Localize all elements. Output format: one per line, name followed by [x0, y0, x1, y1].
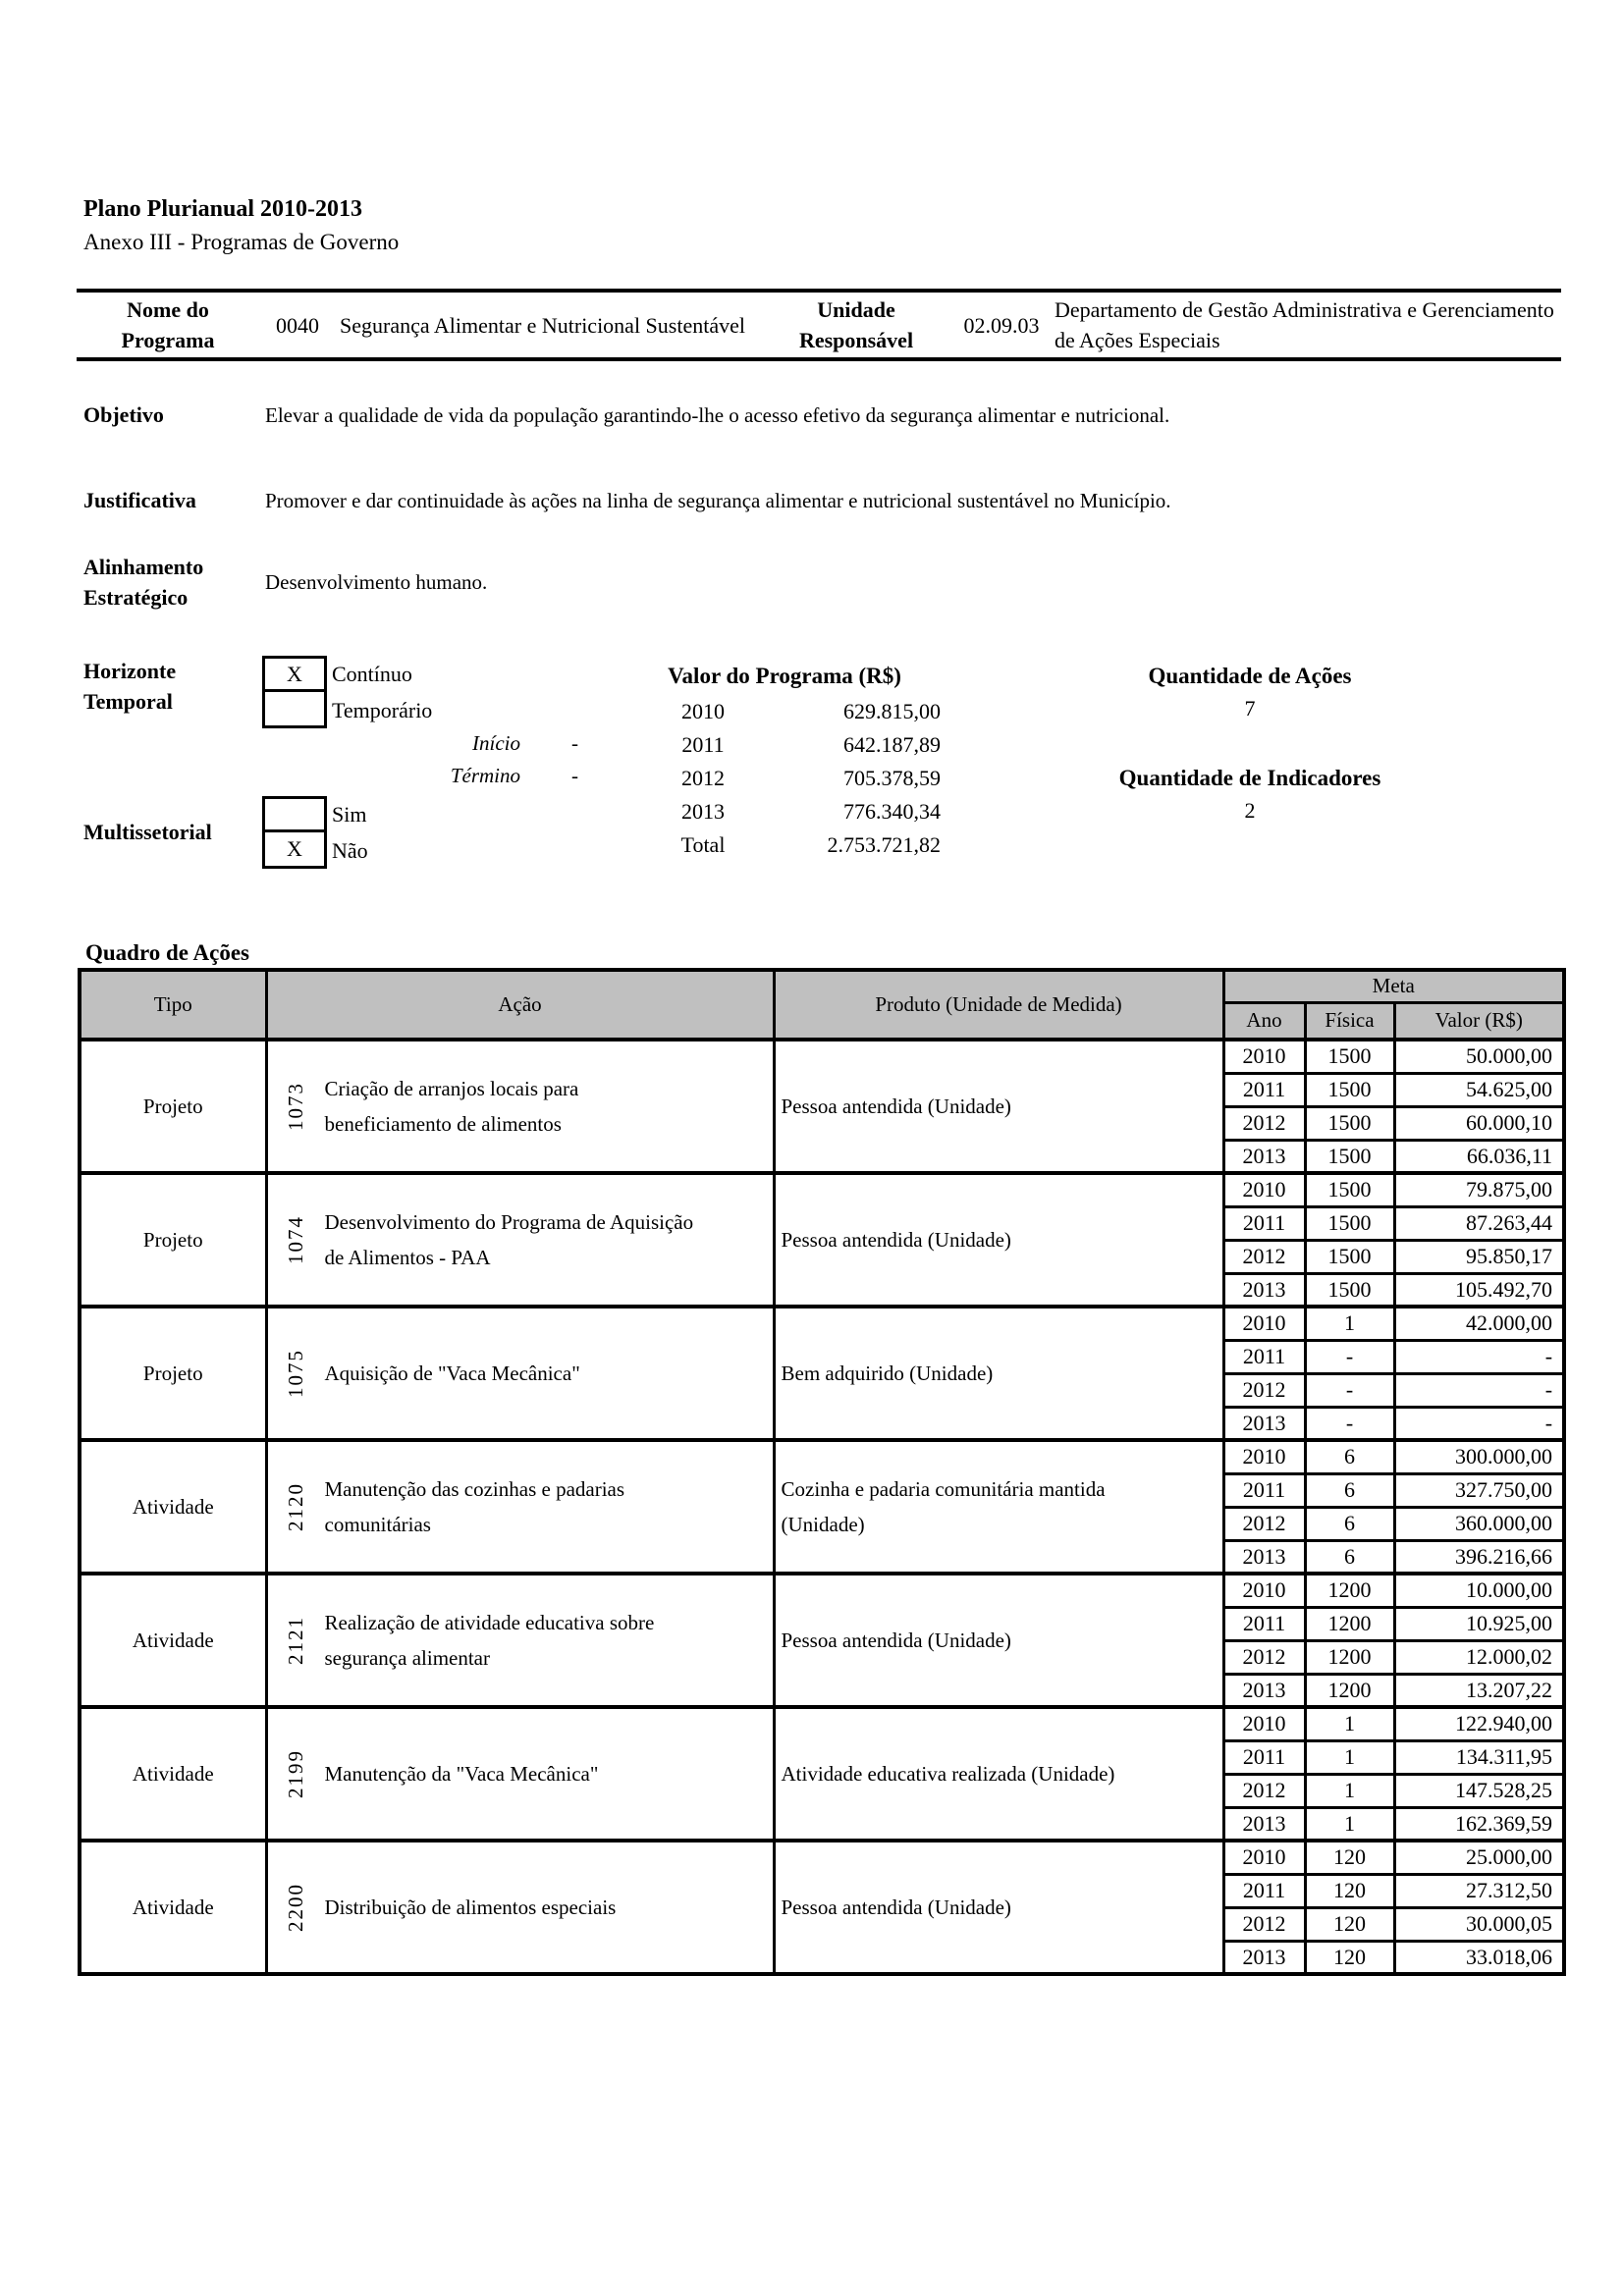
meta-year-cell: 2013 — [1223, 1674, 1305, 1707]
termino-label: Término — [450, 764, 520, 787]
meta-fisica-cell: 1 — [1305, 1807, 1394, 1841]
inicio-value: - — [571, 731, 578, 755]
meta-fisica-cell: - — [1305, 1373, 1394, 1407]
meta-year-cell: 2013 — [1223, 1540, 1305, 1574]
action-code-area — [268, 1082, 325, 1131]
valor-programa-value: 776.340,34 — [843, 799, 941, 824]
meta-year-cell: 2012 — [1223, 1373, 1305, 1407]
action-product: Pessoa antendida (Unidade) — [774, 1841, 1223, 1974]
temporario-checkbox — [262, 692, 327, 728]
unit-label: Unidade Responsável — [798, 297, 914, 352]
quadro-title: Quadro de Ações — [85, 940, 249, 965]
meta-fisica-cell: 1200 — [1305, 1640, 1394, 1674]
meta-valor-cell: 122.940,00 — [1394, 1707, 1564, 1740]
action-block-row — [80, 1173, 1564, 1206]
meta-fisica-cell: 1200 — [1305, 1674, 1394, 1707]
action-cell — [266, 1040, 774, 1173]
meta-year-cell: 2012 — [1223, 1907, 1305, 1941]
valor-programa-value: 629.815,00 — [843, 699, 941, 723]
meta-year-cell: 2011 — [1223, 1607, 1305, 1640]
unit-code: 02.09.03 — [963, 312, 1040, 338]
quantidade-indicadores-block — [1054, 766, 1446, 824]
meta-valor-cell: 162.369,59 — [1394, 1807, 1564, 1841]
meta-valor-cell: 60.000,10 — [1394, 1106, 1564, 1140]
action-type: Atividade — [80, 1440, 266, 1574]
justificativa-text: Promover e dar continuidade às ações na linha de segurança alimentar e nutricional sustentável no Município. — [265, 489, 1171, 512]
action-product: Bem adquirido (Unidade) — [774, 1307, 1223, 1440]
inicio-row — [378, 727, 604, 760]
valor-programa-title: Valor do Programa (R$) — [668, 664, 901, 688]
continuo-checkbox — [262, 656, 327, 692]
meta-fisica-cell: 120 — [1305, 1941, 1394, 1974]
meta-fisica-cell: - — [1305, 1340, 1394, 1373]
valor-programa-row — [628, 728, 941, 762]
justificativa-label: Justificativa — [83, 488, 196, 512]
objetivo-label: Objetivo — [83, 402, 164, 427]
meta-fisica-cell: 120 — [1305, 1841, 1394, 1874]
meta-year-cell: 2012 — [1223, 1507, 1305, 1540]
meta-valor-cell: 33.018,06 — [1394, 1941, 1564, 1974]
action-block-row — [80, 1841, 1564, 1874]
meta-year-cell: 2011 — [1223, 1073, 1305, 1106]
sim-row — [262, 796, 368, 832]
meta-valor-cell: 27.312,50 — [1394, 1874, 1564, 1907]
action-cell — [266, 1440, 774, 1574]
meta-valor-cell: 10.000,00 — [1394, 1574, 1564, 1607]
valor-programa-year: 2012 — [681, 766, 725, 790]
valor-programa-value: 705.378,59 — [843, 766, 941, 790]
meta-valor-cell: 25.000,00 — [1394, 1841, 1564, 1874]
valor-programa-value: 2.753.721,82 — [827, 832, 941, 857]
sim-checkbox — [262, 796, 327, 832]
col-header-valor: Valor (R$) — [1394, 1002, 1564, 1040]
valor-programa-value: 642.187,89 — [843, 732, 941, 757]
multissetorial-checkbox-group — [262, 796, 368, 869]
meta-fisica-cell: 1 — [1305, 1707, 1394, 1740]
action-code: 2120 — [284, 1482, 307, 1531]
termino-value: - — [571, 764, 578, 787]
program-header — [77, 289, 1561, 361]
program-name-label: Nome do Programa — [121, 297, 215, 352]
valor-programa-year: Total — [680, 832, 726, 857]
multissetorial-label: Multissetorial — [83, 820, 212, 844]
meta-year-cell: 2010 — [1223, 1307, 1305, 1340]
action-code-area — [268, 1349, 325, 1398]
action-cell — [266, 1574, 774, 1707]
objetivo-text: Elevar a qualidade de vida da população garantindo-lhe o acesso efetivo da segurança alimentar e nutricional. — [265, 403, 1170, 427]
action-code: 1075 — [284, 1349, 307, 1398]
meta-valor-cell: 50.000,00 — [1394, 1040, 1564, 1073]
meta-year-cell: 2013 — [1223, 1273, 1305, 1307]
meta-valor-cell: 360.000,00 — [1394, 1507, 1564, 1540]
meta-valor-cell: - — [1394, 1373, 1564, 1407]
document-title: Plano Plurianual 2010-2013 — [83, 196, 363, 222]
col-header-tipo: Tipo — [80, 970, 266, 1040]
action-code: 2121 — [284, 1616, 307, 1665]
meta-valor-cell: 30.000,05 — [1394, 1907, 1564, 1941]
action-cell — [266, 1841, 774, 1974]
meta-fisica-cell: 1500 — [1305, 1106, 1394, 1140]
nao-label: Não — [332, 837, 368, 863]
valor-programa-row — [628, 762, 941, 795]
action-title: Manutenção da "Vaca Mecânica" — [324, 1762, 599, 1786]
action-type: Atividade — [80, 1841, 266, 1974]
meta-valor-cell: 105.492,70 — [1394, 1273, 1564, 1307]
meta-year-cell: 2011 — [1223, 1340, 1305, 1373]
col-header-acao: Ação — [266, 970, 774, 1040]
action-type: Projeto — [80, 1307, 266, 1440]
meta-year-cell: 2010 — [1223, 1040, 1305, 1073]
action-cell — [266, 1307, 774, 1440]
action-block-row — [80, 1440, 1564, 1473]
action-title: Criação de arranjos locais para beneficiamento de alimentos — [324, 1077, 579, 1136]
nao-checkbox-mark: X — [287, 836, 302, 861]
alinhamento-label: Alinhamento Estratégico — [83, 555, 204, 610]
quadro-table — [78, 968, 1566, 1976]
meta-fisica-cell: 6 — [1305, 1440, 1394, 1473]
meta-year-cell: 2013 — [1223, 1407, 1305, 1440]
continuo-label: Contínuo — [332, 661, 412, 686]
action-title: Manutenção das cozinhas e padarias comunitárias — [324, 1477, 625, 1536]
meta-valor-cell: 66.036,11 — [1394, 1140, 1564, 1173]
meta-valor-cell: 87.263,44 — [1394, 1206, 1564, 1240]
action-code-area — [268, 1749, 325, 1798]
meta-valor-cell: 396.216,66 — [1394, 1540, 1564, 1574]
action-title: Aquisição de "Vaca Mecânica" — [324, 1362, 580, 1385]
meta-year-cell: 2011 — [1223, 1473, 1305, 1507]
action-code-area — [268, 1616, 325, 1665]
meta-fisica-cell: - — [1305, 1407, 1394, 1440]
meta-valor-cell: 12.000,02 — [1394, 1640, 1564, 1674]
meta-valor-cell: 79.875,00 — [1394, 1173, 1564, 1206]
action-block-row — [80, 1707, 1564, 1740]
meta-fisica-cell: 1500 — [1305, 1040, 1394, 1073]
meta-valor-cell: 42.000,00 — [1394, 1307, 1564, 1340]
action-code-area — [268, 1482, 325, 1531]
valor-programa-row — [628, 695, 941, 728]
horizonte-checkbox-group — [262, 656, 432, 728]
meta-fisica-cell: 1500 — [1305, 1273, 1394, 1307]
meta-fisica-cell: 1200 — [1305, 1574, 1394, 1607]
meta-valor-cell: 327.750,00 — [1394, 1473, 1564, 1507]
action-code-area — [268, 1883, 325, 1932]
valor-programa-row — [628, 795, 941, 828]
action-type: Atividade — [80, 1707, 266, 1841]
action-title: Distribuição de alimentos especiais — [324, 1896, 617, 1919]
valor-programa-block — [628, 664, 941, 862]
nao-checkbox — [262, 832, 327, 869]
action-code: 1074 — [284, 1215, 307, 1264]
valor-programa-rows — [628, 695, 941, 862]
action-product: Atividade educativa realizada (Unidade) — [774, 1707, 1223, 1841]
action-block-row — [80, 1574, 1564, 1607]
meta-valor-cell: - — [1394, 1340, 1564, 1373]
meta-fisica-cell: 1200 — [1305, 1607, 1394, 1640]
action-title: Desenvolvimento do Programa de Aquisição de Alimentos - PAA — [324, 1210, 694, 1269]
meta-year-cell: 2010 — [1223, 1173, 1305, 1206]
col-header-ano: Ano — [1223, 1002, 1305, 1040]
col-header-produto: Produto (Unidade de Medida) — [774, 970, 1223, 1040]
program-name: Segurança Alimentar e Nutricional Sustentável — [340, 312, 745, 338]
quantidade-acoes-label: Quantidade de Ações — [1148, 664, 1352, 688]
meta-year-cell: 2012 — [1223, 1240, 1305, 1273]
meta-fisica-cell: 6 — [1305, 1540, 1394, 1574]
meta-year-cell: 2011 — [1223, 1206, 1305, 1240]
action-title: Realização de atividade educativa sobre segurança alimentar — [324, 1611, 655, 1670]
sim-label: Sim — [332, 801, 367, 827]
col-header-fisica: Física — [1305, 1002, 1394, 1040]
meta-fisica-cell: 6 — [1305, 1473, 1394, 1507]
valor-programa-year: 2013 — [681, 799, 725, 824]
meta-fisica-cell: 1 — [1305, 1774, 1394, 1807]
meta-year-cell: 2012 — [1223, 1640, 1305, 1674]
meta-year-cell: 2012 — [1223, 1774, 1305, 1807]
action-product: Pessoa antendida (Unidade) — [774, 1173, 1223, 1307]
meta-valor-cell: 95.850,17 — [1394, 1240, 1564, 1273]
action-type: Atividade — [80, 1574, 266, 1707]
quantidade-indicadores-value: 2 — [1244, 798, 1256, 823]
meta-fisica-cell: 1500 — [1305, 1206, 1394, 1240]
meta-year-cell: 2012 — [1223, 1106, 1305, 1140]
horizonte-label: Horizonte Temporal — [83, 659, 177, 714]
quadro-body — [80, 1040, 1564, 1974]
action-code: 1073 — [284, 1082, 307, 1131]
temporario-row — [262, 692, 432, 728]
valor-programa-year: 2010 — [681, 699, 725, 723]
continuo-checkbox-mark: X — [287, 661, 302, 686]
action-block-row — [80, 1307, 1564, 1340]
action-product: Pessoa antendida (Unidade) — [774, 1574, 1223, 1707]
meta-fisica-cell: 1 — [1305, 1740, 1394, 1774]
action-code: 2200 — [284, 1883, 307, 1932]
action-code-area — [268, 1215, 325, 1264]
temporario-label: Temporário — [332, 697, 433, 722]
meta-year-cell: 2010 — [1223, 1574, 1305, 1607]
meta-valor-cell: 10.925,00 — [1394, 1607, 1564, 1640]
meta-fisica-cell: 1500 — [1305, 1073, 1394, 1106]
action-type: Projeto — [80, 1040, 266, 1173]
meta-year-cell: 2010 — [1223, 1707, 1305, 1740]
meta-valor-cell: 134.311,95 — [1394, 1740, 1564, 1774]
meta-year-cell: 2010 — [1223, 1440, 1305, 1473]
meta-fisica-cell: 1500 — [1305, 1140, 1394, 1173]
valor-programa-year: 2011 — [681, 732, 725, 757]
program-code: 0040 — [276, 312, 319, 338]
meta-year-cell: 2010 — [1223, 1841, 1305, 1874]
meta-fisica-cell: 6 — [1305, 1507, 1394, 1540]
meta-year-cell: 2011 — [1223, 1874, 1305, 1907]
meta-year-cell: 2013 — [1223, 1807, 1305, 1841]
meta-fisica-cell: 1 — [1305, 1307, 1394, 1340]
meta-fisica-cell: 1500 — [1305, 1240, 1394, 1273]
action-code: 2199 — [284, 1749, 307, 1798]
meta-year-cell: 2011 — [1223, 1740, 1305, 1774]
action-cell — [266, 1707, 774, 1841]
action-product: Pessoa antendida (Unidade) — [774, 1040, 1223, 1173]
meta-valor-cell: 13.207,22 — [1394, 1674, 1564, 1707]
continuo-row — [262, 656, 432, 692]
unit-name: Departamento de Gestão Administrativa e Gerenciamento de Ações Especiais — [1055, 297, 1554, 352]
meta-valor-cell: 54.625,00 — [1394, 1073, 1564, 1106]
quantidade-indicadores-label: Quantidade de Indicadores — [1118, 766, 1381, 790]
action-product: Cozinha e padaria comunitária mantida (Unidade) — [774, 1440, 1223, 1574]
col-header-meta: Meta — [1223, 970, 1564, 1002]
termino-row — [378, 760, 604, 792]
meta-year-cell: 2013 — [1223, 1140, 1305, 1173]
meta-valor-cell: - — [1394, 1407, 1564, 1440]
quantidade-acoes-block — [1054, 664, 1446, 721]
inicio-label: Início — [472, 731, 520, 755]
action-cell — [266, 1173, 774, 1307]
action-block-row — [80, 1040, 1564, 1073]
meta-fisica-cell: 1500 — [1305, 1173, 1394, 1206]
document-subtitle: Anexo III - Programas de Governo — [83, 230, 400, 254]
meta-fisica-cell: 120 — [1305, 1874, 1394, 1907]
meta-valor-cell: 300.000,00 — [1394, 1440, 1564, 1473]
meta-valor-cell: 147.528,25 — [1394, 1774, 1564, 1807]
alinhamento-text: Desenvolvimento humano. — [265, 570, 488, 594]
meta-year-cell: 2013 — [1223, 1941, 1305, 1974]
meta-fisica-cell: 120 — [1305, 1907, 1394, 1941]
valor-programa-row — [628, 828, 941, 862]
action-type: Projeto — [80, 1173, 266, 1307]
quantidade-acoes-value: 7 — [1244, 696, 1256, 721]
nao-row — [262, 832, 368, 869]
